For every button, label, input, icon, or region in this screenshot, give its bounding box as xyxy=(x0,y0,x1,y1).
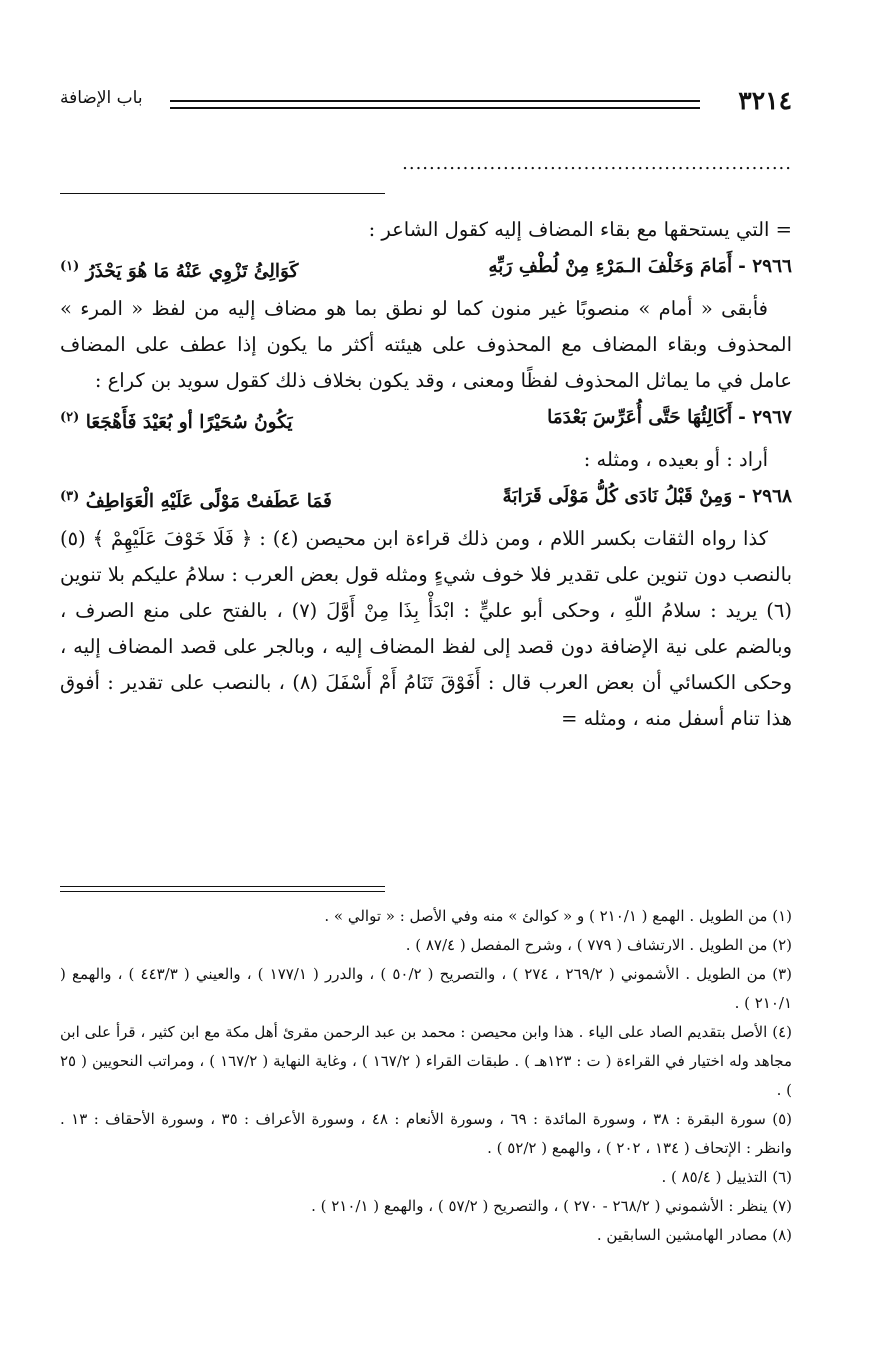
verse-2968 xyxy=(60,478,792,521)
footnote-8: (٨) مصادر الهامشين السابقين . xyxy=(596,1226,792,1244)
footnote-7: (٧) ينظر : الأشموني ( ٢٦٨/٢ - ٢٧٠ ) ، والتصريح ( ٥٧/٢ ) ، والهمع ( ٢١٠/١ ) . xyxy=(311,1197,792,1215)
footnote-marker: (١) xyxy=(60,259,80,274)
paragraph-4: كذا رواه الثقات بكسر اللام ، ومن ذلك قراءة ابن محيصن (٤) : ﴿ فَلَا خَوْفَ عَلَيْهِمْ ﴾ (٥) بالنصب دون تنوين على تقدير فلا خوف شيءٍ ومثله قول بعض العرب : سلامُ عليكم بلا تنوين (٦) يريد : سلامُ اللّهِ ، وحكى أبو عليٍّ : ابْدَأْ بِذَا مِنْ أَوَّلَ (٧) ، بالفتح على منع الصرف ، وبالضم على نية الإضافة دون قصد إلى لفظ المضاف إليه ، وبالجر على قصد المضاف إليه ، وحكى الكسائي أن بعض العرب قال : أَفَوْقَ تَنَامُ أَمْ أَسْفَلَ (٨) ، بالنصب على تقدير : أفوق هذا تنام أسفل منه ، ومثله = xyxy=(60,527,792,731)
footnote-separator xyxy=(60,886,385,892)
dotted-separator: .......................................................... xyxy=(402,153,792,174)
footnote-6: (٦) التذييل ( ٨٥/٤ ) . xyxy=(661,1168,792,1186)
header-double-rule xyxy=(170,100,700,109)
verse-2966 xyxy=(60,248,792,291)
footnote-5: (٥) سورة البقرة : ٣٨ ، وسورة المائدة : ٦٩ ، وسورة الأنعام : ٤٨ ، وسورة الأعراف : ٣٥ ، وسورة الأحقاف : ١٣ . وانظر : الإتحاف ( ١٣٤ ، ٢٠٢ ) ، والهمع ( ٥٢/٢ ) . xyxy=(60,1110,792,1157)
paragraph-3: أراد : أو بعيده ، ومثله : xyxy=(583,448,768,472)
verse-second-hemistich: يَكُونُ سُحَيْرًا أو بُعَيْدَ فَأَهْجَعَا xyxy=(85,412,293,434)
paragraph-intro: = التي يستحقها مع بقاء المضاف إليه كقول الشاعر : xyxy=(368,218,792,241)
footnote-1: (١) من الطويل . الهمع ( ٢١٠/١ ) و « كوالئ » منه وفي الأصل : « توالي » . xyxy=(324,907,792,925)
verse-second-hemistich: فَمَا عَطَفتْ مَوْلًى عَلَيْهِ الْعَوَاطِفُ xyxy=(85,491,332,513)
verse-number: ٢٩٦٦ - xyxy=(738,256,792,277)
footnote-2: (٢) من الطويل . الارتشاف ( ٧٧٩ ) ، وشرح المفصل ( ٨٧/٤ ) . xyxy=(405,936,792,954)
page-header xyxy=(60,86,792,126)
footnote-4: (٤) الأصل بتقديم الصاد على الياء . هذا وابن محيصن : محمد بن عبد الرحمن مقرئ أهل مكة مع ابن كثير ، قرأ على ابن مجاهد وله اختيار في القراءة ( ت : ١٢٣هـ ) . طبقات القراء ( ١٦٧/٢ ) ، وغاية النهاية ( ١٦٧/٢ ) ، ومراتب النحويين ( ٢٥ ) . xyxy=(60,1023,792,1099)
verse-first-hemistich: أَمَامَ وَخَلْفَ الـمَرْءِ مِنْ لُطْفِ رَبِّهِ xyxy=(488,256,733,277)
verse-number: ٢٩٦٨ - xyxy=(738,486,792,508)
verse-number: ٢٩٦٧ - xyxy=(738,407,792,429)
continuation-rule xyxy=(60,193,385,194)
footnote-marker: (٢) xyxy=(60,410,80,426)
verse-second-hemistich: كَوَالِئُ تَزْوِي عَنْهُ مَا هُوَ يَحْذَرُ xyxy=(85,261,299,283)
chapter-title: باب الإضافة xyxy=(60,88,143,108)
footnotes xyxy=(60,902,792,1250)
book-page xyxy=(60,0,792,1351)
paragraph-2: فأبقى « أمام » منصوبًا غير منون كما لو نطق بما هو مضاف إليه من لفظ « المرء » المحذوف وبقاء المضاف مع المحذوف على هيئته أكثر ما يكون إذا عطف على المضاف عامل في ما يماثل المحذوف لفظًا ومعنى ، وقد يكون بخلاف ذلك كقول سويد بن كراع : xyxy=(60,297,792,393)
page-number: ٣٢١٤ xyxy=(738,86,792,115)
verse-2967 xyxy=(60,399,792,442)
footnote-marker: (٣) xyxy=(60,489,80,505)
verse-first-hemistich: أَكَالِئُهَا حَتَّى أُعَرِّسَ بَعْدَمَا xyxy=(547,407,733,429)
footnote-3: (٣) من الطويل . الأشموني ( ٢٦٩/٢ ، ٢٧٤ ) ، والتصريح ( ٥٠/٢ ) ، والدرر ( ١٧٧/١ ) ، والعيني ( ٤٤٣/٣ ) ، والهمع ( ٢١٠/١ ) . xyxy=(60,965,792,1012)
main-text xyxy=(60,212,792,737)
verse-first-hemistich: وَمِنْ قَبْلُ نَادَى كُلُّ مَوْلَى قَرَابَةً xyxy=(502,486,733,508)
